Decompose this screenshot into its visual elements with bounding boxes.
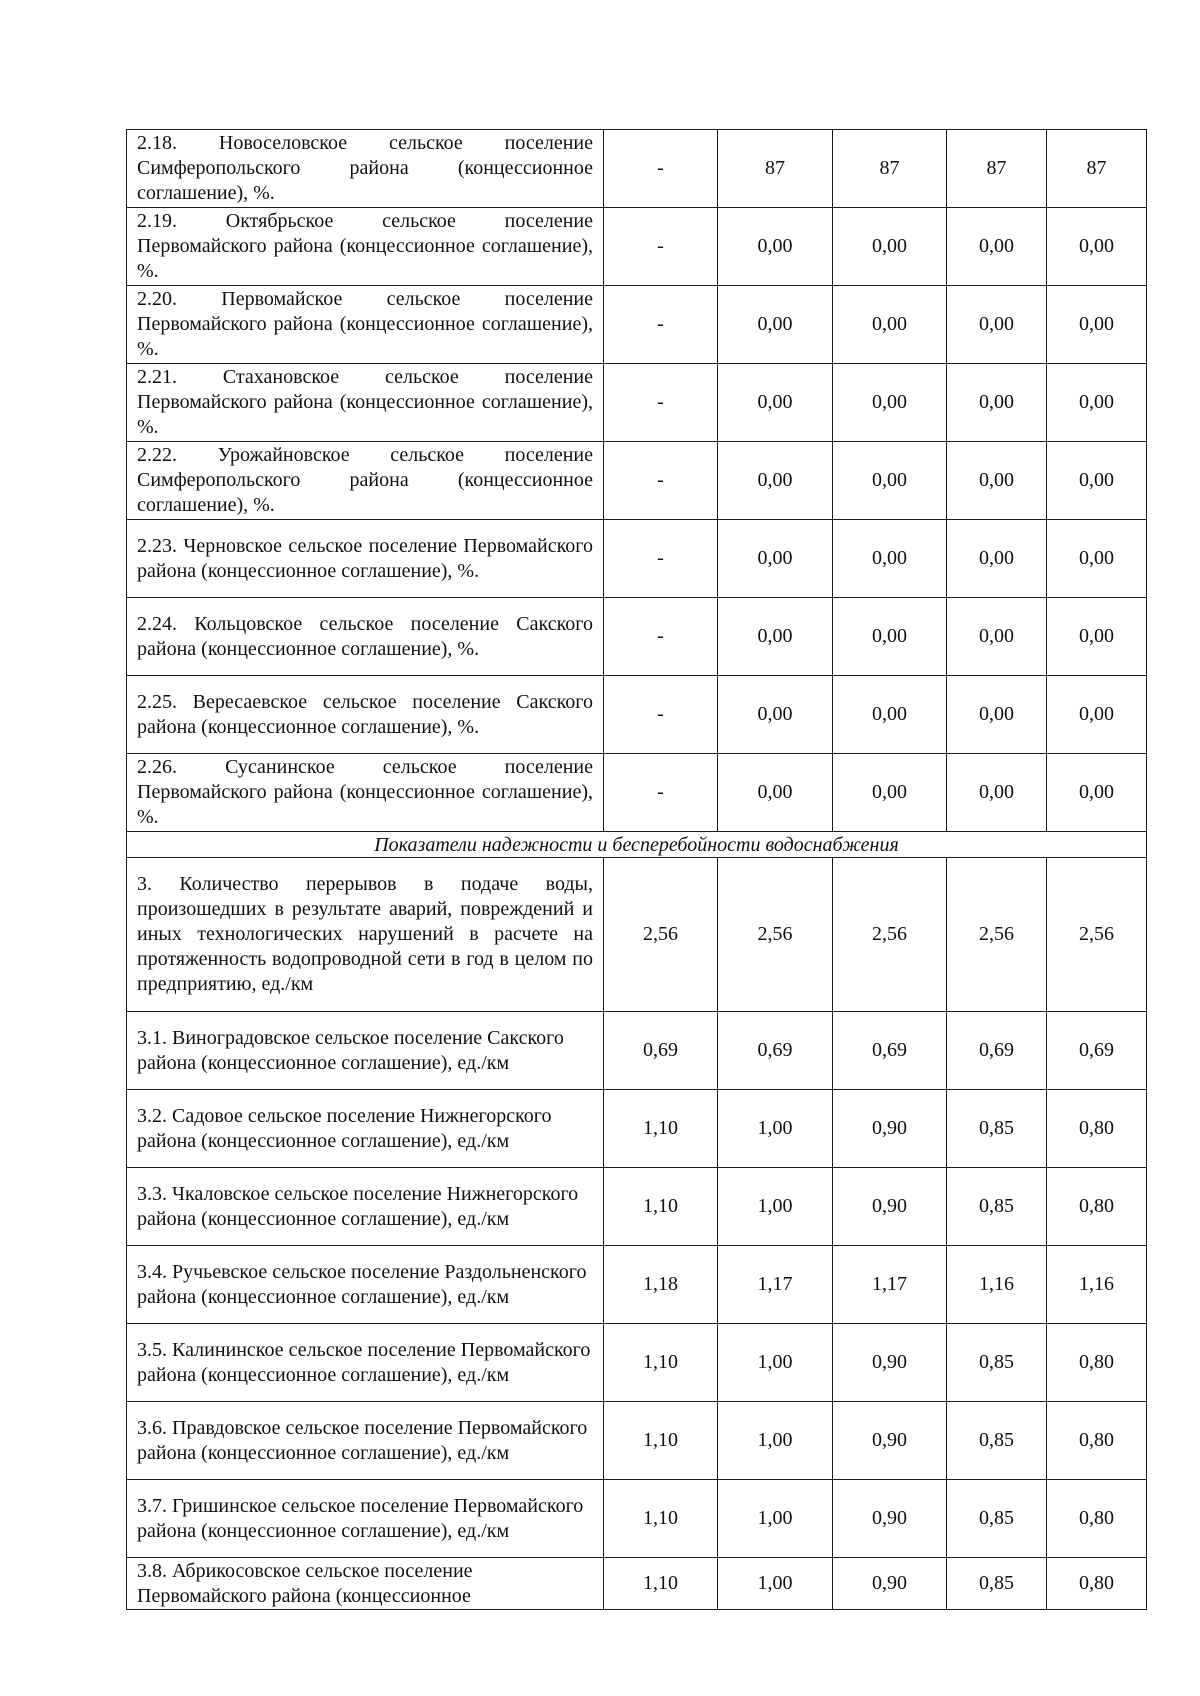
indicator-value: 2,56 [947,858,1047,1012]
indicator-value: 0,00 [1047,364,1147,442]
indicator-label: 3.5. Калининское сельское поселение Первомайского района (концессионное соглашение), ед./км [127,1324,604,1402]
indicator-value: 0,00 [833,442,947,520]
indicator-value: 0,80 [1047,1558,1147,1610]
indicator-value: 87 [947,130,1047,208]
table-row [127,1324,1147,1402]
indicator-value: 0,00 [833,520,947,598]
indicator-label: 2.18. Новоселовское сельское поселение Симферопольского района (концессионное соглашение), %. [127,130,604,208]
indicator-label: 3.6. Правдовское сельское поселение Первомайского района (концессионное соглашение), ед./км [127,1402,604,1480]
indicator-value: 1,10 [604,1090,718,1168]
indicator-value: 0,80 [1047,1090,1147,1168]
table-row [127,676,1147,754]
indicator-value: 0,85 [947,1324,1047,1402]
indicator-label: 3.2. Садовое сельское поселение Нижнегорского района (концессионное соглашение), ед./км [127,1090,604,1168]
indicator-value: 1,00 [718,1324,833,1402]
indicator-value: 1,10 [604,1558,718,1610]
table-row [127,130,1147,208]
indicator-value: 2,56 [833,858,947,1012]
indicator-value: 0,00 [947,520,1047,598]
indicator-value: 0,90 [833,1168,947,1246]
indicator-value: 0,00 [1047,676,1147,754]
indicator-value: 1,10 [604,1480,718,1558]
indicator-table [126,129,1147,1610]
indicator-value: 1,00 [718,1558,833,1610]
indicator-rows-reliability [127,858,1147,1610]
table-row [127,520,1147,598]
indicator-value: 0,00 [718,598,833,676]
indicator-value: 0,80 [1047,1480,1147,1558]
indicator-value: 0,00 [1047,520,1147,598]
indicator-value: 0,00 [718,676,833,754]
table-row [127,208,1147,286]
indicator-label: 2.20. Первомайское сельское поселение Первомайского района (концессионное соглашение), %. [127,286,604,364]
indicator-value: 1,16 [1047,1246,1147,1324]
indicator-value: 0,00 [1047,598,1147,676]
indicator-value: 0,80 [1047,1402,1147,1480]
indicator-value: 0,00 [718,442,833,520]
indicator-value: 0,90 [833,1402,947,1480]
indicator-value: 0,90 [833,1480,947,1558]
indicator-value: 0,80 [1047,1168,1147,1246]
indicator-value: 1,00 [718,1090,833,1168]
table-row [127,858,1147,1012]
indicator-label: 2.25. Вересаевское сельское поселение Сакского района (концессионное соглашение), %. [127,676,604,754]
indicator-value: 0,00 [947,754,1047,832]
indicator-value: - [604,364,718,442]
indicator-value: 0,00 [947,598,1047,676]
indicator-value: - [604,442,718,520]
indicator-value: - [604,130,718,208]
indicator-value: 0,00 [947,676,1047,754]
indicator-value: 1,17 [833,1246,947,1324]
indicator-value: 0,85 [947,1402,1047,1480]
table-row [127,442,1147,520]
indicator-value: 1,17 [718,1246,833,1324]
indicator-value: 1,18 [604,1246,718,1324]
indicator-value: 0,00 [718,754,833,832]
indicator-value: - [604,520,718,598]
indicator-label: 3. Количество перерывов в подаче воды, произошедших в результате аварий, повреждений и иных технологических нарушений в расчете на протяженность водопроводной сети в год в целом по предприятию, ед./км [127,858,604,1012]
indicator-label: 3.3. Чкаловское сельское поселение Нижнегорского района (концессионное соглашение), ед./км [127,1168,604,1246]
indicator-value: 0,00 [1047,442,1147,520]
indicator-value: 0,90 [833,1324,947,1402]
indicator-value: - [604,676,718,754]
indicator-value: - [604,286,718,364]
indicator-value: 0,85 [947,1090,1047,1168]
indicator-value: 0,90 [833,1090,947,1168]
table-row [127,1012,1147,1090]
indicator-value: - [604,208,718,286]
indicator-label: 2.22. Урожайновское сельское поселение Симферопольского района (концессионное соглашение), %. [127,442,604,520]
section-row [127,832,1147,858]
indicator-rows-percent [127,130,1147,832]
indicator-value: 0,00 [833,364,947,442]
indicator-value: 0,85 [947,1558,1047,1610]
indicator-value: 0,69 [947,1012,1047,1090]
indicator-value: 1,00 [718,1402,833,1480]
indicator-value: 0,00 [947,442,1047,520]
indicator-value: 0,69 [833,1012,947,1090]
table-row [127,364,1147,442]
indicator-label: 3.7. Гришинское сельское поселение Первомайского района (концессионное соглашение), ед./км [127,1480,604,1558]
indicator-value: 87 [718,130,833,208]
indicator-label: 3.4. Ручьевское сельское поселение Раздольненского района (концессионное соглашение), ед./км [127,1246,604,1324]
table-row [127,1246,1147,1324]
indicator-value: 0,00 [947,364,1047,442]
indicator-value: 0,69 [718,1012,833,1090]
indicator-value: 0,00 [718,520,833,598]
indicator-value: 0,00 [947,208,1047,286]
indicator-value: 0,00 [833,208,947,286]
indicator-value: 0,69 [1047,1012,1147,1090]
indicator-value: 2,56 [1047,858,1147,1012]
indicator-value: 87 [1047,130,1147,208]
indicator-label: 2.26. Сусанинское сельское поселение Первомайского района (концессионное соглашение), %. [127,754,604,832]
indicator-label: 2.19. Октябрьское сельское поселение Первомайского района (концессионное соглашение), %. [127,208,604,286]
table-row [127,286,1147,364]
indicator-value: 0,69 [604,1012,718,1090]
table-row [127,1558,1147,1610]
indicator-value: 1,00 [718,1168,833,1246]
table-row [127,1168,1147,1246]
indicator-value: 87 [833,130,947,208]
indicator-label: 2.23. Черновское сельское поселение Первомайского района (концессионное соглашение), %. [127,520,604,598]
indicator-value: 0,85 [947,1480,1047,1558]
table-row [127,1402,1147,1480]
indicator-value: 0,00 [833,754,947,832]
indicator-value: 0,85 [947,1168,1047,1246]
indicator-label: 3.8. Абрикосовское сельское поселение Первомайского района (концессионное [127,1558,604,1610]
indicator-value: 1,10 [604,1324,718,1402]
indicator-value: 1,16 [947,1246,1047,1324]
indicator-value: 1,10 [604,1402,718,1480]
indicator-value: 0,00 [718,208,833,286]
indicator-value: 0,90 [833,1558,947,1610]
indicator-value: 2,56 [604,858,718,1012]
indicator-value: - [604,598,718,676]
section-heading-row [127,832,1147,858]
indicator-value: 1,00 [718,1480,833,1558]
table-row [127,754,1147,832]
indicator-value: 0,00 [1047,208,1147,286]
indicator-value: 0,80 [1047,1324,1147,1402]
section-heading: Показатели надежности и бесперебойности водоснабжения [127,832,1147,858]
indicator-label: 3.1. Виноградовское сельское поселение Сакского района (концессионное соглашение), ед./км [127,1012,604,1090]
table-row [127,1480,1147,1558]
indicator-value: 0,00 [1047,286,1147,364]
indicator-value: 0,00 [718,364,833,442]
indicator-value: 0,00 [833,286,947,364]
indicator-value: 2,56 [718,858,833,1012]
indicator-value: 0,00 [1047,754,1147,832]
indicator-value: 0,00 [947,286,1047,364]
table-row [127,1090,1147,1168]
indicator-value: 0,00 [833,676,947,754]
indicator-value: - [604,754,718,832]
indicator-label: 2.21. Стахановское сельское поселение Первомайского района (концессионное соглашение), %. [127,364,604,442]
indicator-value: 1,10 [604,1168,718,1246]
indicator-label: 2.24. Кольцовское сельское поселение Сакского района (концессионное соглашение), %. [127,598,604,676]
indicator-value: 0,00 [833,598,947,676]
indicator-value: 0,00 [718,286,833,364]
table-row [127,598,1147,676]
